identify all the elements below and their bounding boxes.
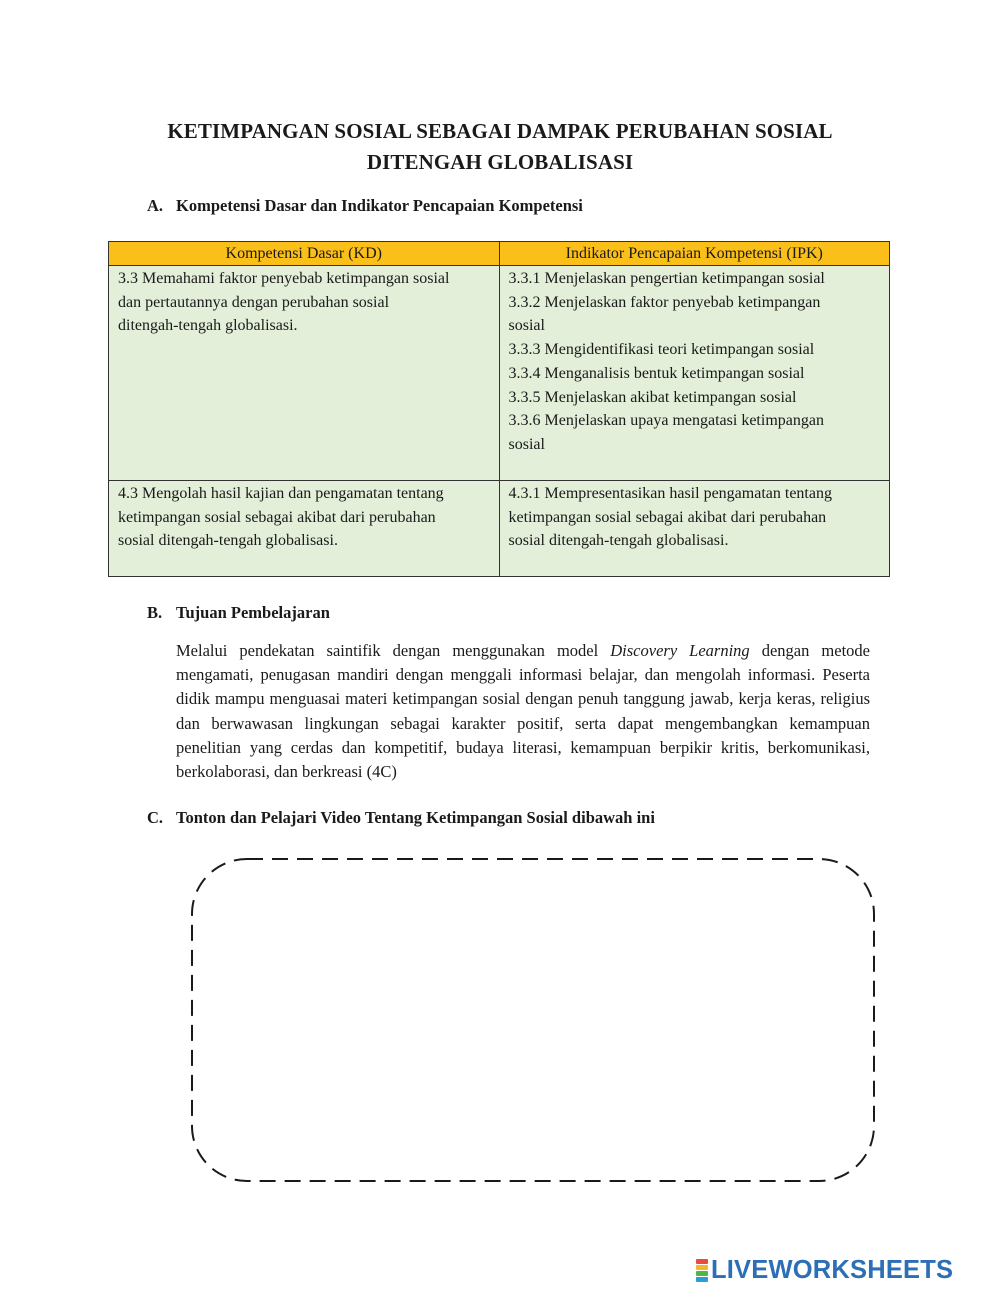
ipk-line: 3.3.2 Menjelaskan faktor penyebab ketimpangan [508, 293, 821, 311]
table-row [109, 266, 890, 481]
title-line-2: DITENGAH GLOBALISASI [366, 150, 634, 174]
worksheet-title [0, 116, 1000, 178]
section-b-heading [147, 603, 330, 623]
section-c-heading [147, 808, 655, 828]
learning-objective-paragraph [176, 639, 870, 784]
liveworksheets-logo-text: LIVEWORKSHEETS [711, 1255, 954, 1284]
kd-line: 3.3 Memahami faktor penyebab ketimpangan sosial [118, 270, 450, 287]
competency-table [108, 241, 890, 577]
section-a-title: Kompetensi Dasar dan Indikator Pencapaian Kompetensi [176, 196, 583, 215]
section-a-letter: A. [147, 196, 164, 215]
section-a-heading [147, 196, 583, 216]
ipk-line: 3.3.4 Menganalisis bentuk ketimpangan sosial [508, 364, 805, 382]
dashed-frame [188, 855, 878, 1185]
header-kd: Kompetensi Dasar (KD) [109, 242, 500, 266]
ipk-line: ketimpangan sosial sebagai akibat dari perubahan [508, 508, 827, 526]
section-b-title: Tujuan Pembelajaran [176, 603, 330, 622]
header-ipk: Indikator Pencapaian Kompetensi (IPK) [499, 242, 890, 266]
ipk-line: 3.3.3 Mengidentifikasi teori ketimpangan sosial [508, 341, 815, 359]
section-b-letter: B. [147, 603, 163, 622]
section-c-title: Tonton dan Pelajari Video Tentang Ketimpangan Sosial dibawah ini [176, 808, 655, 827]
paragraph-text-start: Melalui pendekatan saintifik dengan menggunakan model [176, 641, 611, 660]
ipk-cell [499, 266, 890, 481]
kd-cell [109, 266, 500, 481]
table-header-row [109, 242, 890, 266]
kd-cell [109, 481, 500, 577]
ipk-line: sosial [508, 317, 545, 335]
ipk-line: 3.3.5 Menjelaskan akibat ketimpangan sosial [508, 388, 797, 406]
kd-line: 4.3 Mengolah hasil kajian dan pengamatan tentang [118, 485, 444, 502]
title-line-1: KETIMPANGAN SOSIAL SEBAGAI DAMPAK PERUBAHAN SOSIAL [167, 119, 833, 143]
paragraph-italic-model: Discovery Learning [610, 641, 750, 660]
section-c-letter: C. [147, 808, 164, 827]
kd-line: ketimpangan sosial sebagai akibat dari perubahan [118, 508, 436, 526]
liveworksheets-logo-icon [696, 1259, 708, 1282]
ipk-line: sosial [508, 435, 545, 453]
ipk-line: 3.3.1 Menjelaskan pengertian ketimpangan sosial [508, 270, 825, 287]
kd-line: ditengah-tengah globalisasi. [118, 317, 298, 335]
ipk-cell [499, 481, 890, 577]
kd-line: dan pertautannya dengan perubahan sosial [118, 293, 390, 311]
table-row [109, 481, 890, 577]
kd-line: sosial ditengah-tengah globalisasi. [118, 532, 338, 550]
paragraph-text-end: dengan metode mengamati, penugasan mandiri dengan menggali informasi belajar, dan mengolah informasi. Peserta didik mampu menguasai materi ketimpangan sosial dengan penuh tanggung jawab, kerja keras, religius dan berwawasan lingkungan sebagai karakter positif, serta dapat mengembangkan kemampuan penelitian yang cerdas dan kompetitif, budaya literasi, kemampuan berpikir kritis, berkomunikasi, berkolaborasi, dan berkreasi (4C) [176, 641, 870, 782]
ipk-line: 3.3.6 Menjelaskan upaya mengatasi ketimpangan [508, 412, 824, 430]
ipk-line: 4.3.1 Mempresentasikan hasil pengamatan tentang [508, 485, 832, 502]
footer-logo [696, 1253, 953, 1287]
ipk-line: sosial ditengah-tengah globalisasi. [508, 532, 729, 550]
video-placeholder[interactable] [188, 855, 878, 1190]
